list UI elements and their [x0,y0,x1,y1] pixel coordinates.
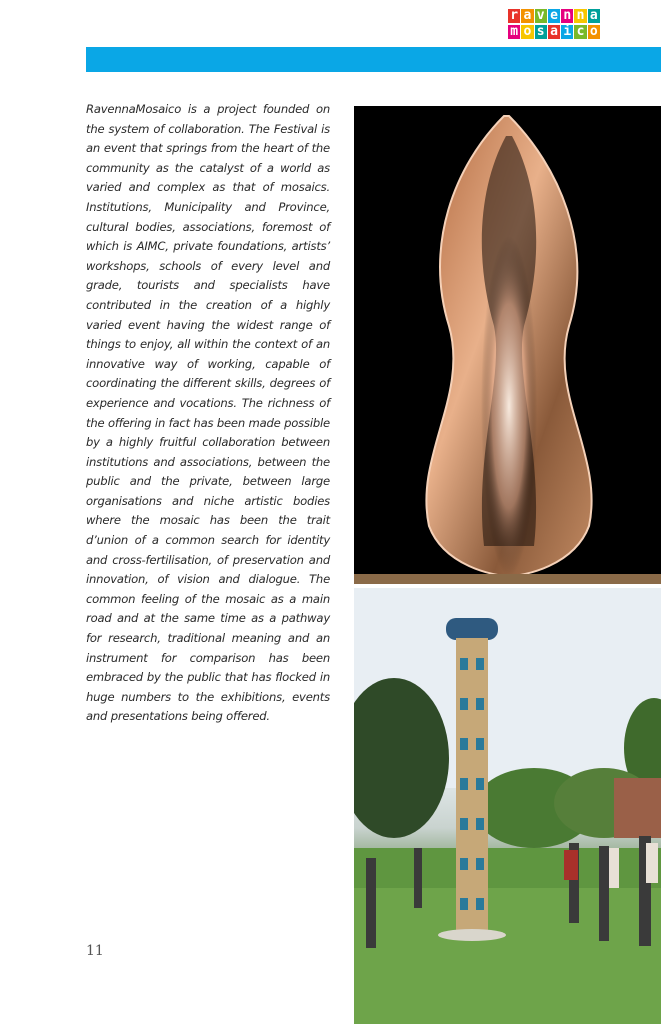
logo-letter: c [574,25,586,39]
logo-letter: o [521,25,533,39]
logo-row-2 [508,25,600,39]
logo-letter: a [548,25,560,39]
mosaic-column-in-park-photo [354,588,661,1024]
logo-letter: a [521,9,533,23]
page-number: 11 [86,943,104,959]
body-text: RavennaMosaico is a project founded on the system of collaboration. The Festival is an event that springs from the heart of the community as the catalyst of a world as varied and complex as that of mosaics. Institutions, Municipality and Province, cultural bodies, associations, foremost of which is AIMC, private foundations, artists’ workshops, schools of every level and grade, tourists and specialists have contributed in the creation of a highly varied event having the widest range of things to enjoy, all within the context of an innovative way of working, capable of coordinating the different skills, degrees of experience and vocations. The richness of the offering in fact has been made possible by a highly fruitful collaboration between institutions and associations, between the public and the private, between large organisations and niche artistic bodies where the mosaic has been the trait d’union of a common search for identity and cross-fertilisation, of preservation and innovation, of vision and dialogue. The common feeling of the mosaic as a main road and at the same time as a pathway for research, traditional meaning and an instrument for comparison has been embraced by the public that has flocked in huge numbers to the exhibitions, events and presentations being offered. [86,102,330,724]
ravennamosaico-logo [508,9,600,39]
logo-letter: e [548,9,560,23]
logo-letter: i [561,25,573,39]
logo-letter: a [588,9,600,23]
header-band [86,47,661,72]
mosaic-sculpture-photo [354,106,661,584]
logo-letter: v [535,9,547,23]
logo-letter: n [561,9,573,23]
logo-letter: o [588,25,600,39]
logo-letter: s [535,25,547,39]
logo-row-1 [508,9,600,23]
logo-letter: n [574,9,586,23]
logo-letter: r [508,9,520,23]
logo-letter: m [508,25,520,39]
